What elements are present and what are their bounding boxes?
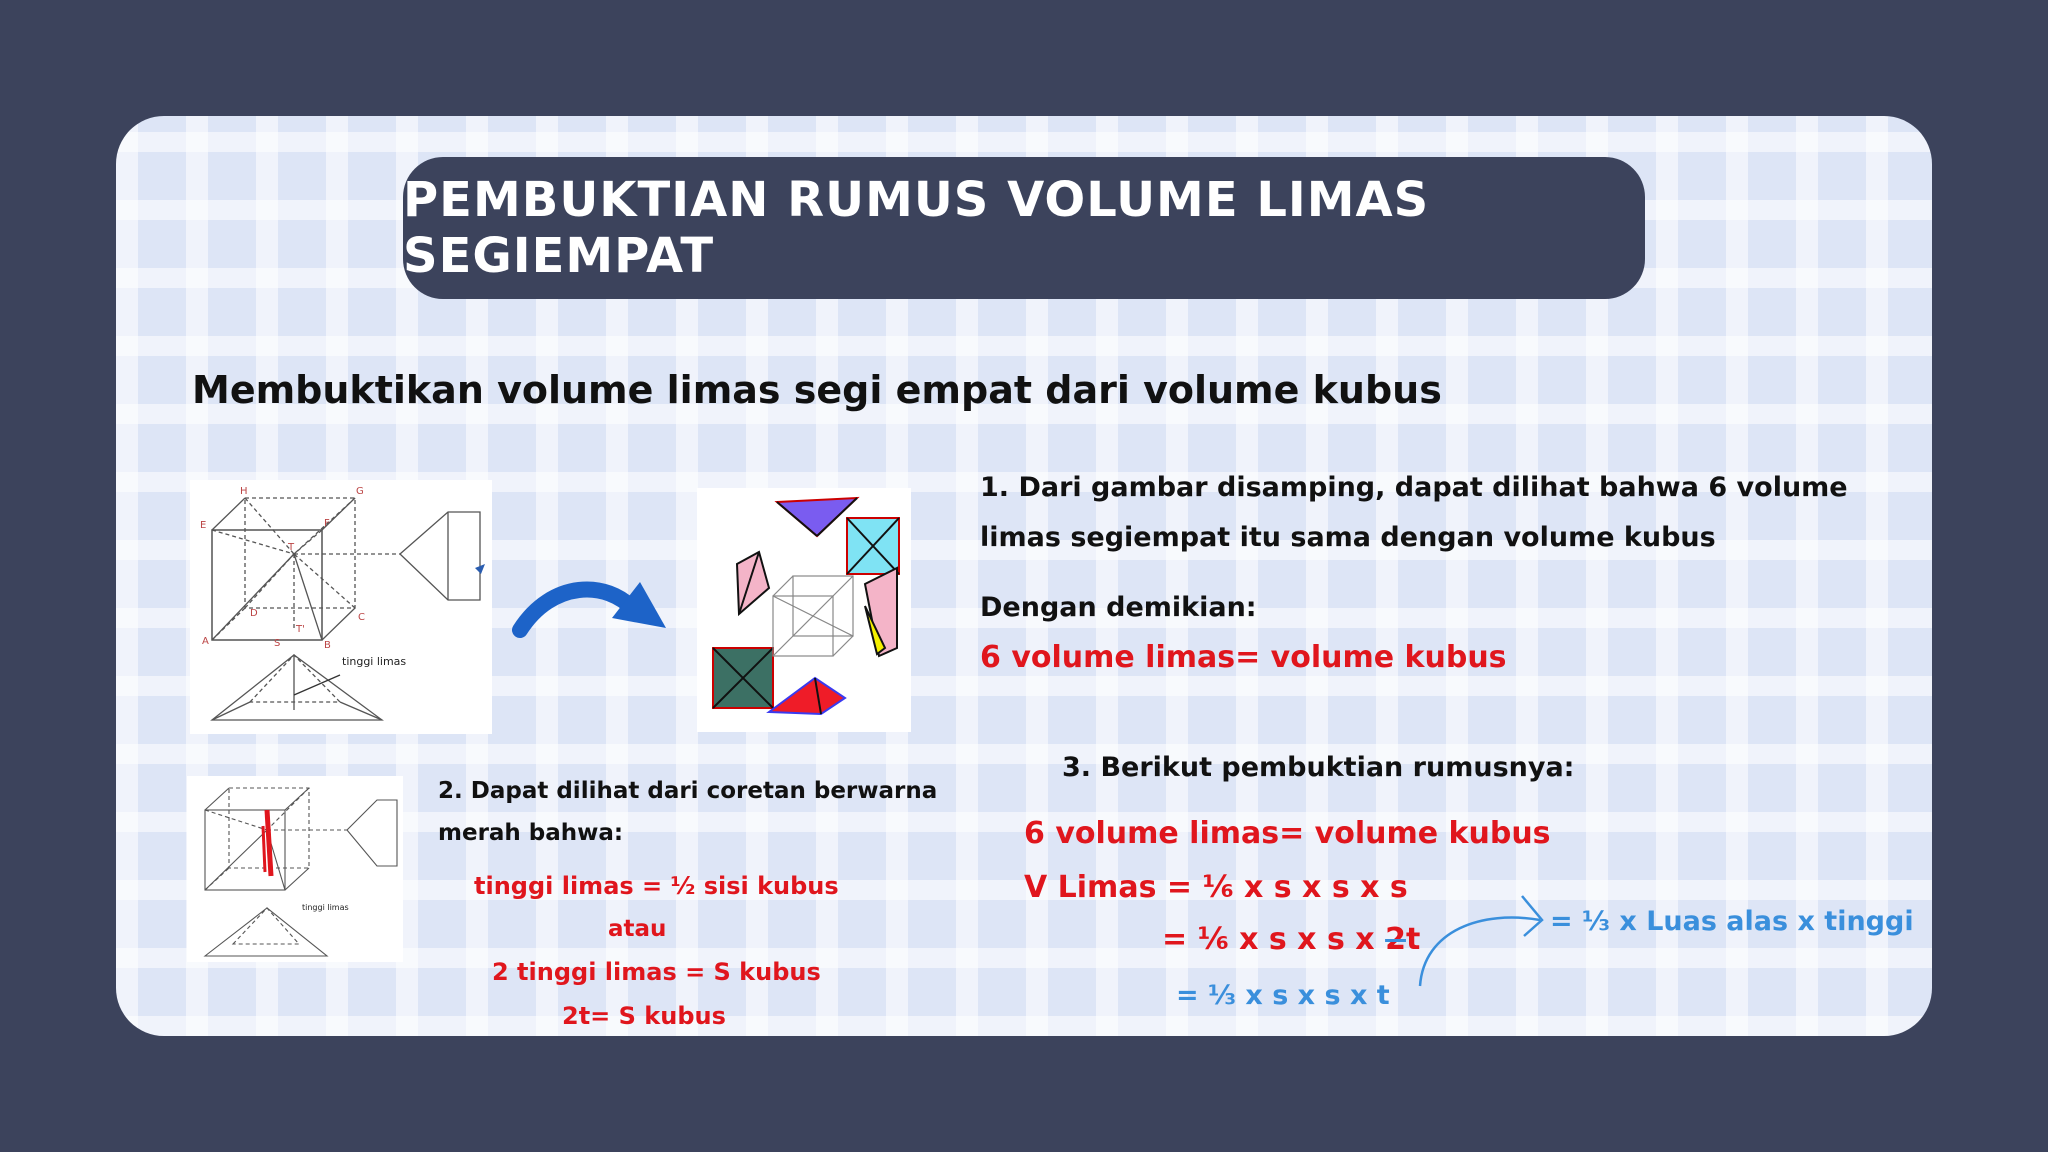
point1-line1: 1. Dari gambar disamping, dapat dilihat bahwa 6 volume: [980, 472, 1848, 503]
point3-eq2: V Limas = ⅙ x s x s x s: [1024, 870, 1408, 905]
eq3-rest: x s x s x: [1228, 922, 1386, 957]
vertex-label: A: [202, 636, 209, 647]
vertex-label: T: [288, 542, 295, 553]
vertex-label: S: [274, 638, 281, 649]
point3-eq4: = ⅓ x s x s x t: [1176, 980, 1390, 1011]
page-title: PEMBUKTIAN RUMUS VOLUME LIMAS SEGIEMPAT: [403, 172, 1430, 284]
vertex-label: E: [200, 520, 207, 531]
curved-arrow-icon: [512, 570, 672, 640]
eq3-end: t: [1405, 922, 1421, 957]
vertex-label: G: [356, 486, 364, 497]
title-banner: [403, 157, 1645, 299]
cube-red-marks-figure: [187, 776, 403, 962]
conclusion-equation: 6 volume limas= volume kubus: [980, 640, 1507, 675]
point2-eq3: 2t= S kubus: [562, 1002, 726, 1030]
point1-line2: limas segiempat itu sama dengan volume kubus: [980, 522, 1716, 553]
vertex-label: C: [358, 612, 365, 623]
point2-or: atau: [608, 916, 667, 942]
eq3-prefix: = ⅙: [1162, 922, 1229, 957]
point3-eq1: 6 volume limas= volume kubus: [1024, 816, 1551, 851]
cube-pyramid-figure: [190, 480, 492, 734]
point2-line1: 2. Dapat dilihat dari coretan berwarna: [438, 778, 938, 804]
subtitle: Membuktikan volume limas segi empat dari volume kubus: [192, 368, 1442, 412]
vertex-label: H: [240, 486, 248, 497]
vertex-label: D: [250, 608, 258, 619]
six-pyramids-figure: [697, 488, 911, 732]
point2-eq1: tinggi limas = ½ sisi kubus: [474, 872, 839, 900]
final-formula: = ⅓ x Luas alas x tinggi: [1550, 906, 1914, 937]
vertex-label: F: [324, 518, 330, 529]
figure-caption: tinggi limas: [342, 655, 407, 668]
eq3-struck: 2: [1385, 922, 1406, 957]
vertex-label: T': [296, 624, 305, 635]
point2-eq2: 2 tinggi limas = S kubus: [492, 958, 821, 986]
vertex-label: B: [324, 640, 331, 651]
point2-line2: merah bahwa:: [438, 820, 624, 846]
figure-caption: tinggi limas: [302, 903, 349, 912]
point3-heading: 3. Berikut pembuktian rumusnya:: [1062, 752, 1575, 783]
curved-arrow-small-icon: [1412, 890, 1552, 990]
point3-eq3: [1162, 922, 1420, 957]
conclusion-label: Dengan demikian:: [980, 592, 1257, 623]
